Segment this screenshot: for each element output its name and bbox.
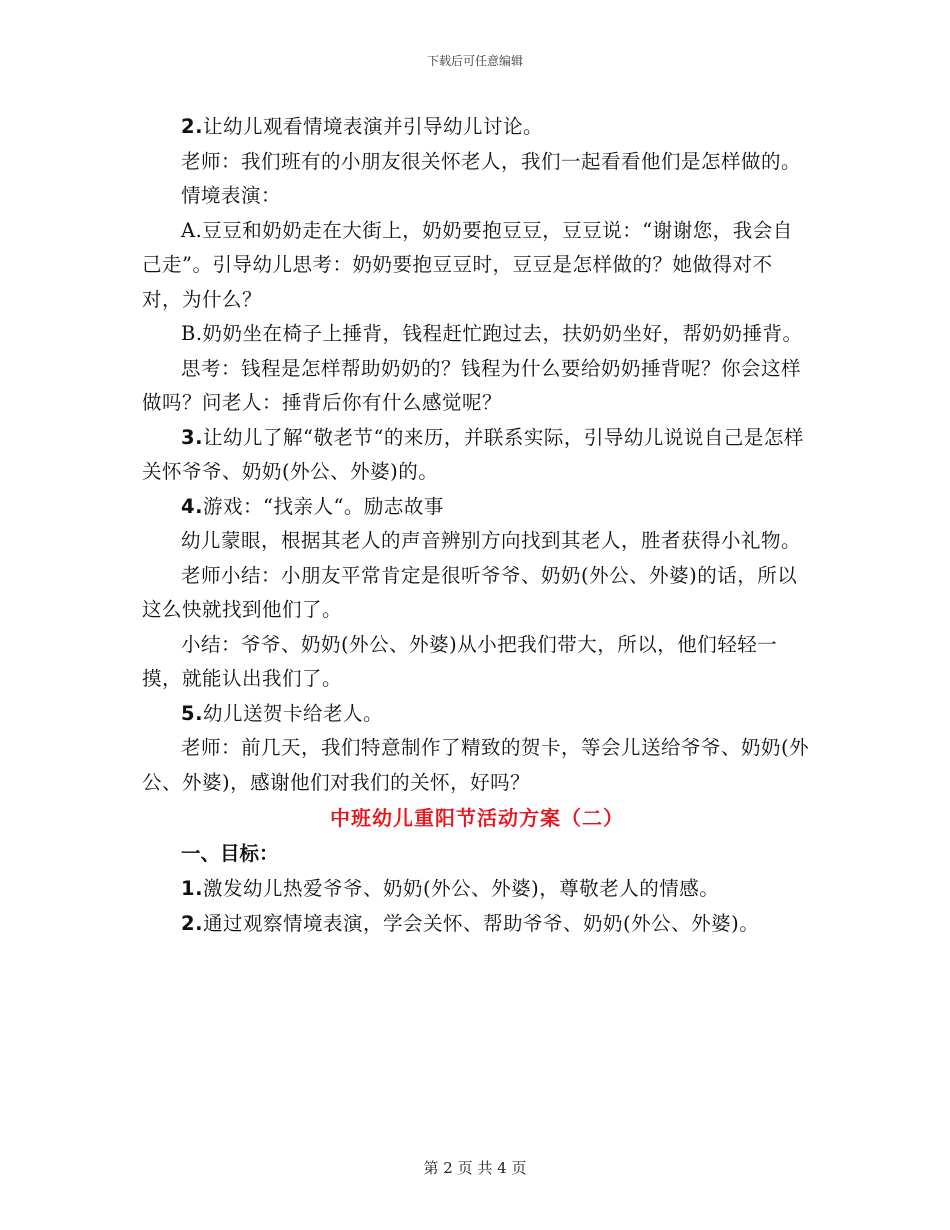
paragraph-step-2	[142, 110, 812, 145]
paragraph-scenario-a	[142, 214, 812, 318]
goal-item-2	[142, 907, 812, 942]
goal-text: 通过观察情境表演，学会关怀、帮助爷爷、奶奶(外公、外婆)。	[202, 911, 760, 935]
goal-item-1	[142, 872, 812, 907]
paragraph-teacher-cards	[142, 731, 812, 800]
paragraph-text: 老师：我们班有的小朋友很关怀老人，我们一起看看他们是怎样做的。	[181, 149, 802, 173]
paragraph-teacher-summary	[142, 559, 812, 628]
paragraph-text: 小结：爷爷、奶奶(外公、外婆)从小把我们带大，所以，他们轻轻一摸，就能认出我们了。	[142, 632, 778, 690]
paragraph-text: 幼儿蒙眼，根据其老人的声音辨别方向找到其老人，胜者获得小礼物。	[181, 529, 802, 552]
paragraph-step-5	[142, 697, 812, 732]
page-header: 下载后可任意编辑	[426, 54, 523, 68]
section-heading-goals: 一、目标：	[181, 842, 279, 865]
paragraph-text: 思考：钱程是怎样帮助奶奶的？钱程为什么要给奶奶捶背呢？你会这样做吗？问老人：捶背后你有什么感觉呢？	[142, 356, 802, 414]
paragraph-game-rules	[142, 524, 812, 559]
step-number: 2.	[181, 115, 203, 138]
paragraph-summary	[142, 628, 812, 697]
paragraph-text: 幼儿送贺卡给老人。	[202, 701, 383, 725]
section-title: 中班幼儿重阳节活动方案（二）	[330, 806, 624, 830]
paragraph-teacher-intro	[142, 145, 812, 180]
goal-number: 1.	[181, 877, 203, 900]
paragraph-think	[142, 352, 812, 421]
paragraph-text: 让幼儿了解“敬老节“的来历，并联系实际，引导幼儿说说自己是怎样关怀爷爷、奶奶(外公、外婆)的。	[142, 425, 804, 483]
paragraph-scenario-label	[142, 179, 812, 214]
step-number: 3.	[181, 425, 203, 449]
paragraph-text: 情境表演：	[181, 184, 282, 207]
step-number: 5.	[181, 701, 203, 725]
paragraph-step-3	[142, 421, 812, 490]
paragraph-scenario-b	[142, 317, 812, 352]
page-footer: 第 2 页 共 4 页	[423, 1159, 527, 1177]
paragraph-text: A.豆豆和奶奶走在大街上，奶奶要抱豆豆，豆豆说：“谢谢您，我会自己走”。引导幼儿思考：奶奶要抱豆豆时，豆豆是怎样做的？她做得对不对，为什么？	[142, 218, 793, 311]
goal-number: 2.	[181, 911, 203, 935]
step-number: 4.	[181, 494, 203, 518]
paragraph-step-4	[142, 490, 812, 525]
paragraph-text: 老师：前几天，我们特意制作了精致的贺卡，等会儿送给爷爷、奶奶(外公、外婆)，感谢他们对我们的关怀，好吗？	[142, 736, 810, 794]
paragraph-text: 老师小结：小朋友平常肯定是很听爷爷、奶奶(外公、外婆)的话，所以这么快就找到他们了。	[142, 563, 798, 621]
paragraph-text: 游戏：“找亲人“。励志故事	[202, 494, 444, 518]
document-body	[142, 110, 812, 941]
paragraph-text: B.奶奶坐在椅子上捶背，钱程赶忙跑过去，扶奶奶坐好，帮奶奶捶背。	[181, 322, 803, 345]
paragraph-text: 让幼儿观看情境表演并引导幼儿讨论。	[202, 115, 543, 138]
goal-text: 激发幼儿热爱爷爷、奶奶(外公、外婆)，尊敬老人的情感。	[202, 877, 720, 900]
